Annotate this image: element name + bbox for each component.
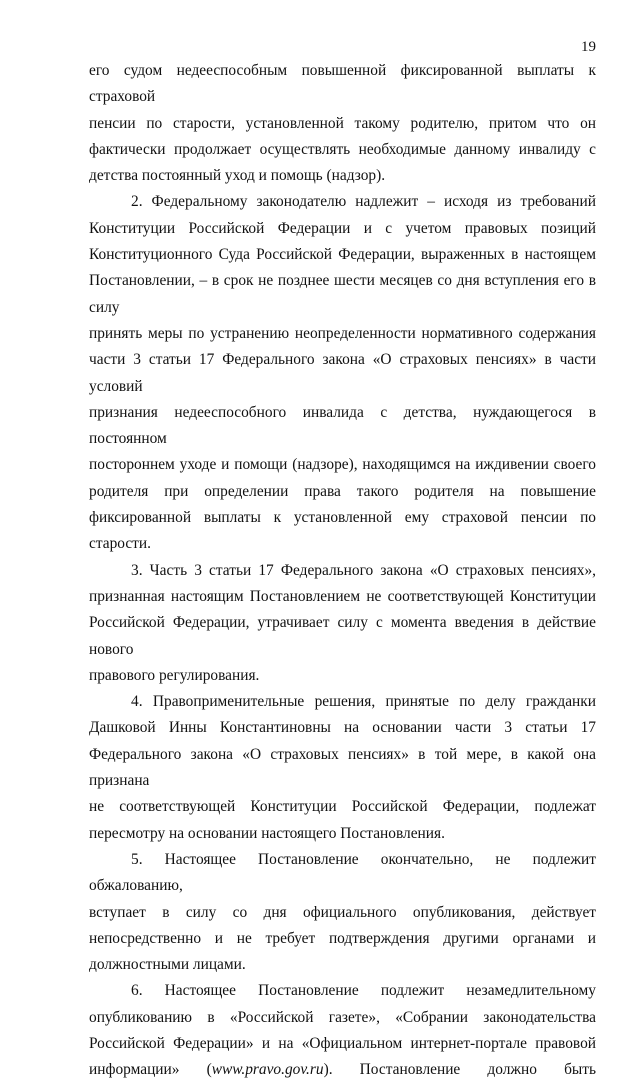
text-line: пересмотру на основании настоящего Постановления. bbox=[89, 824, 445, 842]
url-text: www.pravo.gov.ru bbox=[211, 1061, 324, 1079]
text-line: правового регулирования. bbox=[89, 666, 260, 684]
text-line: признания недееспособного инвалида с детства, нуждающегося в постоянном bbox=[89, 403, 596, 448]
text-line: пенсии по старости, установленной такому родителю, притом что он bbox=[89, 114, 596, 132]
text-line: опубликованию в «Российской газете», «Собрании законодательства bbox=[89, 1008, 596, 1026]
text-line: принять меры по устранению неопределенности нормативного содержания bbox=[89, 324, 596, 342]
text-line: родителя при определении права такого родителя на повышение bbox=[89, 482, 596, 500]
text-line: Постановлении, – в срок не позднее шести месяцев со дня вступления его в силу bbox=[89, 272, 596, 316]
text-line: постороннем уходе и помощи (надзоре), находящимся на иждивении своего bbox=[89, 456, 596, 474]
text-line: его судом недееспособным повышенной фиксированной выплаты к страховой bbox=[89, 62, 596, 106]
text-line: должностными лицами. bbox=[89, 956, 246, 974]
text-line: 3. Часть 3 статьи 17 Федерального закона «О страховых пенсиях», bbox=[131, 561, 596, 579]
text-line: не соответствующей Конституции Российской Федерации, подлежат bbox=[89, 798, 596, 816]
text-line: Конституционного Суда Российской Федерации, выраженных в настоящем bbox=[89, 246, 596, 264]
text-line: признанная настоящим Постановлением не соответствующей Конституции bbox=[89, 587, 596, 605]
text-line: фактически продолжает осуществлять необходимые данному инвалиду с bbox=[89, 140, 596, 158]
text-line: Российской Федерации, утрачивает силу с момента введения в действие нового bbox=[89, 614, 596, 658]
text-line: 5. Настоящее Постановление окончательно, не подлежит обжалованию, bbox=[89, 850, 596, 895]
text-line: Дашковой Инны Константиновны на основании части 3 статьи 17 bbox=[89, 719, 596, 737]
text-line: Федерального закона «О страховых пенсиях» в той мере, в какой она признана bbox=[89, 745, 596, 790]
text-line: 2. Федеральному законодателю надлежит – исходя из требований bbox=[131, 193, 596, 211]
text-line: 6. Настоящее Постановление подлежит незамедлительному bbox=[131, 982, 596, 1000]
text-line: вступает в силу со дня официального опубликования, действует bbox=[89, 903, 596, 921]
page-number: 19 bbox=[581, 39, 596, 55]
text-line: информации» (www.pravo.gov.ru). Постановление должно быть bbox=[89, 1061, 596, 1079]
text-line: непосредственно и не требует подтверждения другими органами и bbox=[89, 929, 596, 947]
document-body bbox=[89, 58, 596, 1084]
text-line: детства постоянный уход и помощь (надзор). bbox=[89, 167, 386, 185]
text-line: Российской Федерации» и на «Официальном интернет-портале правовой bbox=[89, 1034, 596, 1052]
text-line: Конституции Российской Федерации и с учетом правовых позиций bbox=[89, 219, 596, 237]
text-line: фиксированной выплаты к установленной ему страховой пенсии по старости. bbox=[89, 509, 596, 553]
text-line: части 3 статьи 17 Федерального закона «О страховых пенсиях» в части условий bbox=[89, 351, 596, 395]
text-line: 4. Правоприменительные решения, принятые по делу гражданки bbox=[131, 693, 596, 711]
